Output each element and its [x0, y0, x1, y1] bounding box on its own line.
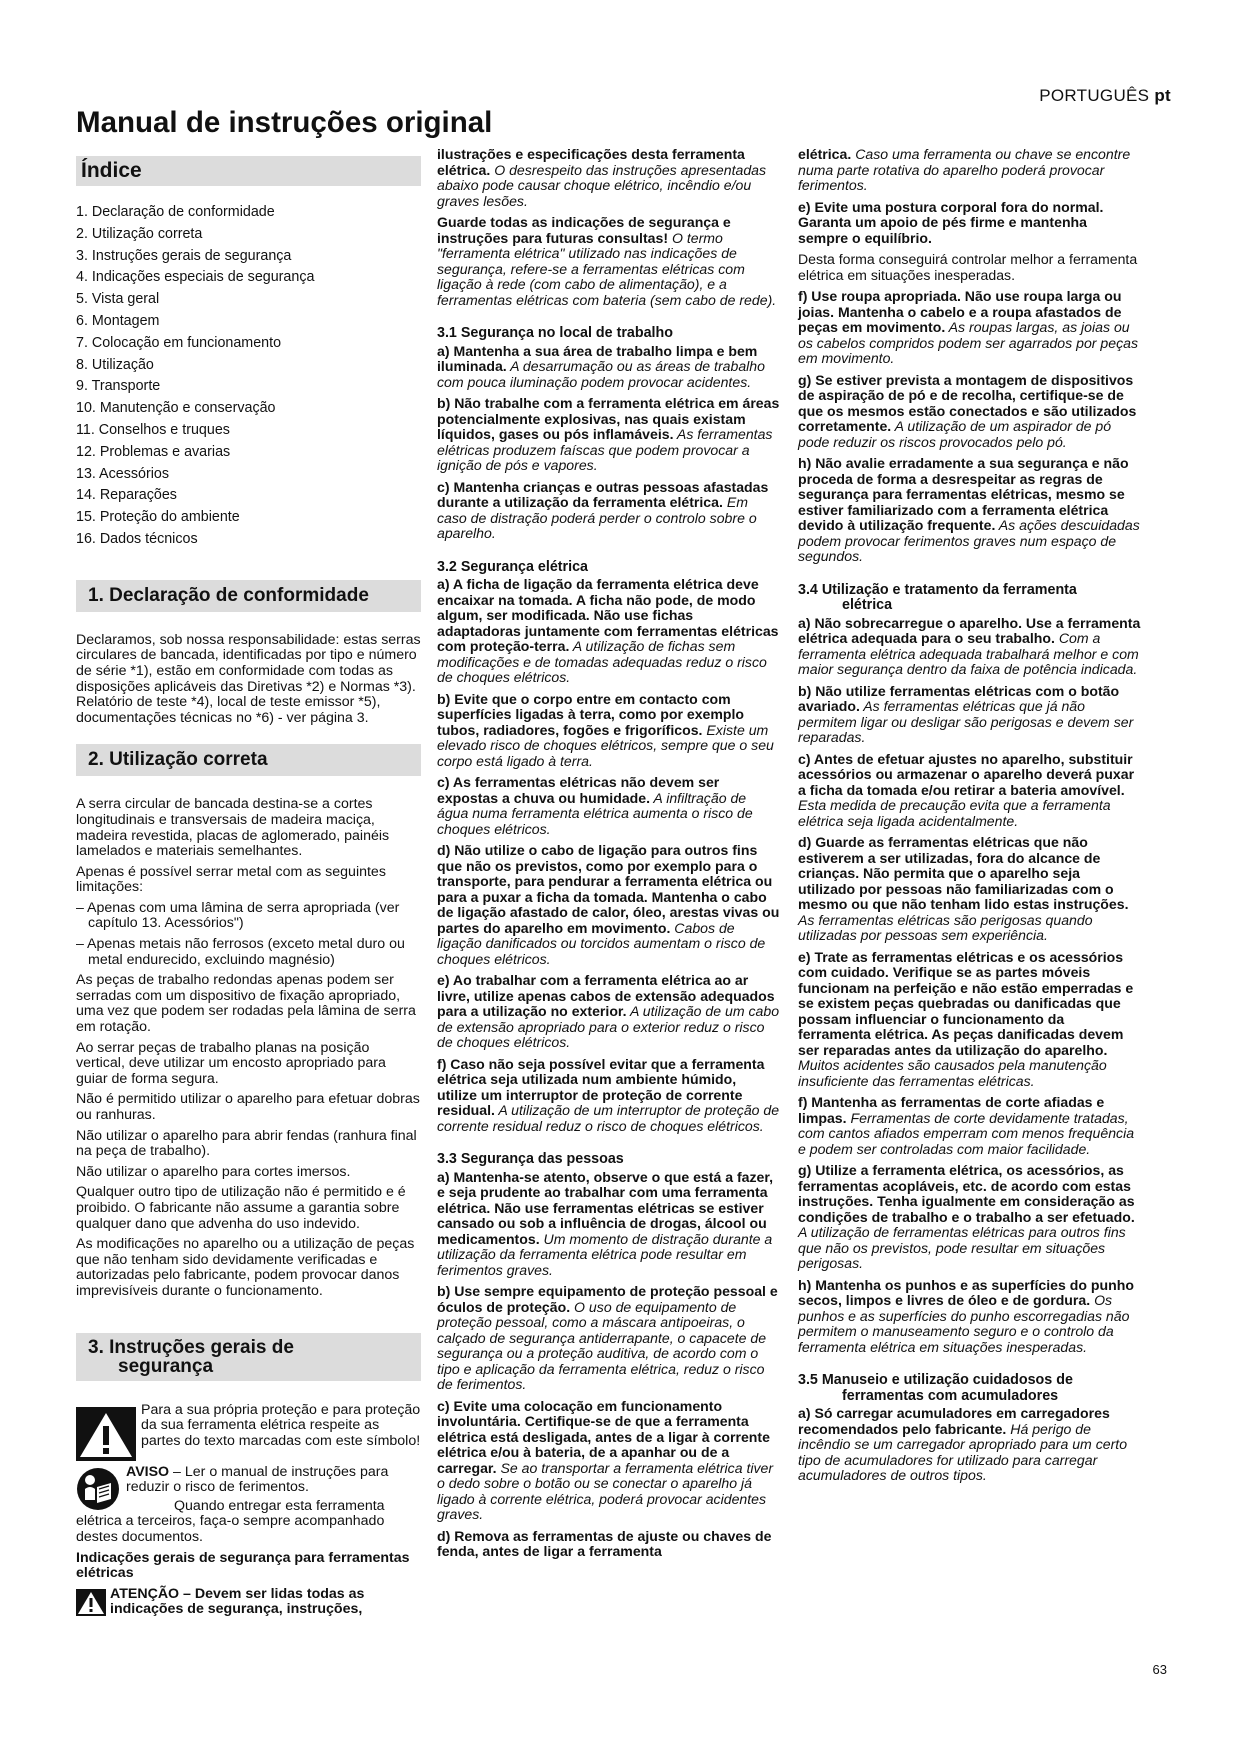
- rule-italic: O uso de equipamento de proteção pessoal, como a máscara antipoeiras, o calçado de segurança antiderrapante, o capacete de segurança ou a proteção auditiva, de acordo com o tipo e aplicação da ferramenta elétrica, reduz o risco de ferimentos.: [437, 1298, 767, 1392]
- rule-italic: Com a ferramenta elétrica adequada trabalhará melhor e com maior segurança dentro da faixa de potência indicada.: [798, 630, 1139, 677]
- toc-item[interactable]: 15. Proteção do ambiente: [76, 509, 240, 526]
- rule-bold: h) Mantenha os punhos e as superfícies do punho secos, limpos e livres de óleo e de gordura.: [798, 1276, 1134, 1308]
- rule-italic: Existe um elevado risco de choques elétricos, sempre que o seu corpo está ligado à terra.: [437, 721, 774, 769]
- rule-italic: As ferramentas elétricas são perigosas quando utilizadas por pessoas sem experiência.: [798, 911, 1093, 943]
- warning-text: Para a sua própria proteção e para proteção da sua ferramenta elétrica respeite as partes do texto marcadas com este símbolo!: [141, 1401, 421, 1449]
- rule-italic: Um momento de distração durante a utilização da ferramenta elétrica pode resultar em ferimentos graves.: [437, 1230, 773, 1278]
- section-2-paragraph: A serra circular de bancada destina-se a cortes longitudinais e transversais de madeira maciça, madeira revestida, placas de aglomerado, painéis lamelados e materiais semelhantes.: [76, 796, 390, 860]
- language-code: pt: [1154, 86, 1171, 105]
- toc-item[interactable]: 3. Instruções gerais de segurança: [76, 247, 292, 264]
- toc-item[interactable]: 12. Problemas e avarias: [76, 443, 231, 460]
- aviso-text: – Ler o manual de instruções para reduzir o risco de ferimentos.: [126, 1463, 389, 1496]
- rule-italic: A desarrumação ou as áreas de trabalho com pouca iluminação podem provocar acidentes.: [437, 358, 765, 390]
- section-2-list-item: – Apenas com uma lâmina de serra apropriada (ver capítulo 13. Acessórios"): [76, 899, 400, 932]
- toc-item[interactable]: 11. Conselhos e truques: [76, 421, 230, 438]
- aviso-label: AVISO: [126, 1463, 170, 1480]
- rule-text: Desta forma conseguirá controlar melhor a ferramenta elétrica em situações inesperadas.: [798, 251, 1138, 283]
- subsection-heading-line: elétrica: [842, 597, 893, 613]
- handover-text: Quando entregar esta ferramenta elétrica a terceiros, faça-o sempre acompanhado destes documentos.: [76, 1497, 385, 1545]
- column-3: [798, 147, 1141, 1490]
- subsection-heading-line: ferramentas com acumuladores: [842, 1387, 1059, 1404]
- section-2-paragraph: Não utilizar o aparelho para abrir fendas (ranhura final na peça de trabalho).: [76, 1127, 417, 1160]
- section-3-heading-line: 3. Instruções gerais de: [88, 1336, 294, 1358]
- rule-bold: b) Não utilize ferramentas elétricas com o botão avariado.: [798, 682, 1120, 714]
- page-number: 63: [1152, 1662, 1167, 1677]
- rule-bold: elétrica.: [798, 146, 852, 162]
- subsection-heading: 3.3 Segurança das pessoas: [437, 1151, 624, 1167]
- page-title: Manual de instruções original: [76, 106, 493, 139]
- rule-italic: Os punhos e as superfícies do punho escorregadias não permitem o manuseamento seguro e o controlo da ferramenta elétrica em situações inesperadas.: [798, 1292, 1130, 1355]
- rule-bold: a) Mantenha-se atento, observe o que está a fazer, e seja prudente ao trabalhar com uma ferramenta elétrica. Não use ferramentas elétricas se estiver cansado ou sob a influência de drogas, álcool ou medicamentos.: [437, 1168, 774, 1247]
- rule-italic: A utilização de um cabo de extensão apropriado para o exterior reduz o risco de choques elétricos.: [437, 1003, 780, 1050]
- section-3-heading: [76, 1333, 421, 1381]
- rule-italic: A infiltração de água numa ferramenta elétrica aumenta o risco de choques elétricos.: [437, 789, 753, 837]
- rule-bold: b) Use sempre equipamento de proteção pessoal e óculos de proteção.: [437, 1283, 778, 1315]
- rule-bold: b) Não trabalhe com a ferramenta elétrica em áreas potencialmente explosivas, nas quais existam líquidos, gases ou pós inflamáveis.: [437, 395, 780, 442]
- guarde-italic: O termo "ferramenta elétrica" utilizado nas indicações de segurança, refere-se a ferramentas elétricas com ligação à rede (com cabo de alimentação), e a ferramentas elétricas com bateria (sem cabo de rede).: [437, 229, 777, 308]
- toc-item[interactable]: 6. Montagem: [76, 312, 160, 329]
- section-2-heading: 2. Utilização correta: [76, 744, 421, 776]
- aviso-note: [76, 1465, 421, 1546]
- rule-bold: c) Antes de efetuar ajustes no aparelho, substituir acessórios ou armazenar o aparelho deverá puxar a ficha da tomada e/ou retirar a bateria amovível.: [798, 750, 1135, 798]
- section-2-list-item: – Apenas metais não ferrosos (exceto metal duro ou metal endurecido, excluindo magnésio): [76, 936, 405, 968]
- language-header: [1039, 86, 1171, 106]
- rule-italic: Ferramentas de corte devidamente tratadas, com cantos afiados emperram com menos frequência e podem ser controladas com maior facilidade.: [798, 1109, 1135, 1157]
- column-2: [437, 147, 780, 1566]
- rule-bold: d) Guarde as ferramentas elétricas que não estiverem a ser utilizadas, fora do alcance de crianças. Não permita que o aparelho seja utilizado por pessoas não familiarizadas com o mesmo ou que não tenham lido estas instruções.: [798, 834, 1129, 912]
- toc-item[interactable]: 5. Vista geral: [76, 291, 160, 308]
- rule-bold: f) Caso não seja possível evitar que a ferramenta elétrica seja utilizada num ambiente húmido, utilize um interruptor de proteção de corrente residual.: [437, 1055, 765, 1118]
- rule-bold: b) Evite que o corpo entre em contacto com superfícies ligadas à terra, como por exemplo tubos, radiadores, fogões e frigoríficos.: [437, 690, 745, 738]
- atencao-note: [76, 1587, 421, 1618]
- rule-bold: c) As ferramentas elétricas não devem ser expostas a chuva ou humidade.: [437, 774, 720, 806]
- toc-item[interactable]: 13. Acessórios: [76, 465, 169, 482]
- toc-item[interactable]: 7. Colocação em funcionamento: [76, 334, 282, 351]
- warning-note: [76, 1403, 421, 1461]
- section-2-paragraph: As modificações no aparelho ou a utilização de peças que não tenham sido devidamente verificadas e autorizadas pelo fabricante, podem provocar danos imprevisíveis durante o funcionamento.: [76, 1236, 415, 1299]
- toc-item[interactable]: 4. Indicações especiais de segurança: [76, 269, 315, 286]
- rule-italic: Se ao transportar a ferramenta elétrica tiver o dedo sobre o botão ou se conectar o aparelho já ligado à corrente elétrica, poderá provocar acidentes graves.: [437, 1459, 774, 1522]
- warning-triangle-icon: [76, 1407, 136, 1461]
- rule-bold: c) Mantenha crianças e outras pessoas afastadas durante a utilização da ferramenta elétrica.: [437, 478, 769, 510]
- rule-italic: A utilização de fichas sem modificações e de tomadas adequadas reduz o risco de choques elétricos.: [437, 638, 767, 685]
- section-1-text: Declaramos, sob nossa responsabilidade: estas serras circulares de bancada, identificadas por tipo e número de série *1), estão em conformidade com todas as disposições aplicáveis das Diretivas *2) e Normas *3). Relatório de teste *4), local de teste emissor *5), documentações técnicas no *6) - ver página 3.: [76, 631, 421, 726]
- rule-bold: a) Só carregar acumuladores em carregadores recomendados pelo fabricante.: [798, 1405, 1110, 1437]
- subsection-heading: 3.2 Segurança elétrica: [437, 558, 588, 575]
- language-label: PORTUGUÊS: [1039, 86, 1150, 105]
- toc-item[interactable]: 9. Transporte: [76, 378, 161, 395]
- rule-italic: Caso uma ferramenta ou chave se encontre numa parte rotativa do aparelho poderá provocar ferimentos.: [798, 146, 1131, 193]
- guarde-bold: Guarde todas as indicações de segurança e instruções para futuras consultas!: [437, 214, 731, 246]
- subsection-heading: 3.1 Segurança no local de trabalho: [437, 325, 673, 341]
- section-2-paragraph: Não utilizar o aparelho para cortes imersos.: [76, 1163, 351, 1180]
- rule-bold: d) Não utilize o cabo de ligação para outros fins que não os previstos, como por exemplo para o transporte, para pendurar a ferramenta elétrica ou para a puxar a ficha da tomada. Mantenha o cabo de ligação afastado de calor, óleo, arestas vivas ou partes do aparelho em movimento.: [437, 842, 780, 936]
- toc-list: [76, 202, 421, 551]
- subsection-heading: [798, 1373, 1141, 1404]
- subsection-heading-line: 3.5 Manuseio e utilização cuidadosos de: [798, 1372, 1073, 1388]
- rule-italic: Esta medida de precaução evita que a ferramenta elétrica seja ligada acidentalmente.: [798, 797, 1111, 829]
- toc-item[interactable]: 16. Dados técnicos: [76, 530, 198, 547]
- rule-bold: a) Não sobrecarregue o aparelho. Use a ferramenta elétrica adequada para o seu trabalho.: [798, 614, 1141, 646]
- rule-bold: c) Evite uma colocação em funcionamento involuntária. Certifique-se de que a ferramenta elétrica está desligada, antes de a ligar à corrente elétrica e/ou à bateria, de a apanhar ou de a carregar.: [437, 1397, 770, 1476]
- rule-italic: As ferramentas elétricas que já não permitem ligar ou desligar são perigosas e devem ser reparadas.: [798, 698, 1134, 745]
- rule-italic: Em caso de distração poderá perder o controlo sobre o aparelho.: [437, 494, 757, 541]
- section-2-paragraph: Qualquer outro tipo de utilização não é permitido e é proibido. O fabricante não assume a garantia sobre qualquer dano que advenha do uso indevido.: [76, 1184, 406, 1232]
- toc-heading: Índice: [76, 156, 421, 186]
- warning-triangle-icon: [76, 1589, 106, 1616]
- subsection-heading: [798, 583, 1141, 614]
- toc-item[interactable]: 1. Declaração de conformidade: [76, 204, 275, 220]
- rule-italic: Há perigo de incêndio se um carregador apropriado para um certo tipo de acumuladores for utilizado para carregar acumuladores de outros tipos.: [798, 1420, 1128, 1483]
- section-2-paragraph: Apenas é possível serrar metal com as seguintes limitações:: [76, 863, 386, 896]
- rule-bold: g) Se estiver prevista a montagem de dispositivos de aspiração de pó e de recolha, certifique-se de que os mesmos estão conectados e são utilizados corretamente.: [798, 371, 1137, 434]
- subsection-heading-line: 3.4 Utilização e tratamento da ferramenta: [798, 581, 1077, 598]
- rule-bold: g) Utilize a ferramenta elétrica, os acessórios, as ferramentas acopláveis, etc. de acordo com estas instruções. Tenha igualmente em consideração as condições de trabalho e o trabalho a ser efetuado.: [798, 1162, 1135, 1225]
- rule-italic: Muitos acidentes são causados pela manutenção insuficiente das ferramentas elétricas.: [798, 1057, 1107, 1089]
- read-manual-icon: [76, 1467, 120, 1511]
- rule-bold: e) Evite uma postura corporal fora do normal. Garanta um apoio de pés firme e mantenha sempre o equilíbrio.: [798, 198, 1104, 246]
- column-1: [76, 148, 421, 1618]
- toc-item[interactable]: 14. Reparações: [76, 487, 177, 504]
- rule-italic: Cabos de ligação danificados ou torcidos aumentam o risco de choques elétricos.: [437, 919, 766, 967]
- section-2-paragraph: As peças de trabalho redondas apenas podem ser serradas com um dispositivo de fixação apropriado, uma vez que podem ser rodadas pela lâmina de serra em rotação.: [76, 972, 416, 1036]
- general-safety-heading: Indicações gerais de segurança para ferramentas elétricas: [76, 1549, 410, 1582]
- section-2-paragraph: Ao serrar peças de trabalho planas na posição vertical, deve utilizar um encosto apropriado para guiar de forma segura.: [76, 1039, 386, 1087]
- rule-italic: As roupas largas, as joias ou os cabelos compridos podem ser agarrados por peças em movimento.: [798, 319, 1138, 366]
- rule-bold: a) A ficha de ligação da ferramenta elétrica deve encaixar na tomada. A ficha não pode, de modo algum, ser modificada. Não use fichas adaptadoras juntamente com ferramentas elétricas com proteção-terra.: [437, 576, 779, 654]
- toc-item[interactable]: 10. Manutenção e conservação: [76, 400, 276, 417]
- rule-italic: A utilização de ferramentas elétricas para outros fins que não os previstos, pode resultar em situações perigosas.: [798, 1224, 1126, 1271]
- atencao-text: ATENÇÃO – Devem ser lidas todas as indicações de segurança, instruções,: [110, 1585, 365, 1618]
- intro-bold: ilustrações e especificações desta ferramenta elétrica.: [437, 146, 745, 178]
- rule-italic: A utilização de um aspirador de pó pode reduzir os riscos provocados pelo pó.: [798, 418, 1112, 450]
- rule-bold: a) Mantenha a sua área de trabalho limpa e bem iluminada.: [437, 342, 758, 374]
- toc-item[interactable]: 8. Utilização: [76, 356, 154, 373]
- rule-bold: f) Use roupa apropriada. Não use roupa larga ou joias. Mantenha o cabelo e a roupa afastados de peças em movimento.: [798, 288, 1122, 335]
- rule-italic: As ferramentas elétricas produzem faíscas que podem provocar a ignição de pós e vapores.: [437, 426, 773, 473]
- rule-bold: d) Remova as ferramentas de ajuste ou chaves de fenda, antes de ligar a ferramenta: [437, 1527, 772, 1559]
- rule-bold: f) Mantenha as ferramentas de corte afiadas e limpas.: [798, 1094, 1105, 1126]
- toc-item[interactable]: 2. Utilização correta: [76, 225, 203, 242]
- rule-bold: e) Ao trabalhar com a ferramenta elétrica ao ar livre, utilize apenas cabos de extensão adequados para a utilização no exterior.: [437, 972, 775, 1019]
- section-3-heading-line: segurança: [118, 1355, 214, 1377]
- rule-bold: h) Não avalie erradamente a sua segurança e não proceda de forma a desrespeitar as regras de segurança para ferramentas elétricas, mesmo se estiver familiarizado com a ferramenta elétrica devido à utilização frequente.: [798, 455, 1129, 533]
- section-1-heading: 1. Declaração de conformidade: [76, 580, 421, 612]
- rule-italic: A utilização de um interruptor de proteção de corrente residual reduz o risco de choques elétricos.: [437, 1102, 780, 1134]
- section-2-paragraph: Não é permitido utilizar o aparelho para efetuar dobras ou ranhuras.: [76, 1091, 420, 1123]
- intro-italic: O desrespeito das instruções apresentadas abaixo pode causar choque elétrico, incêndio e/ou graves lesões.: [437, 161, 767, 209]
- rule-italic: As ações descuidadas podem provocar ferimentos graves num espaço de segundos.: [798, 517, 1140, 564]
- rule-bold: e) Trate as ferramentas elétricas e os acessórios com cuidado. Verifique se as partes móveis funcionam na perfeição e não estão emperradas e se existem peças quebradas ou danificadas que possam influenciar o funcionamento da ferramenta elétrica. As peças danificadas devem ser reparadas antes da utilização do aparelho.: [798, 948, 1134, 1058]
